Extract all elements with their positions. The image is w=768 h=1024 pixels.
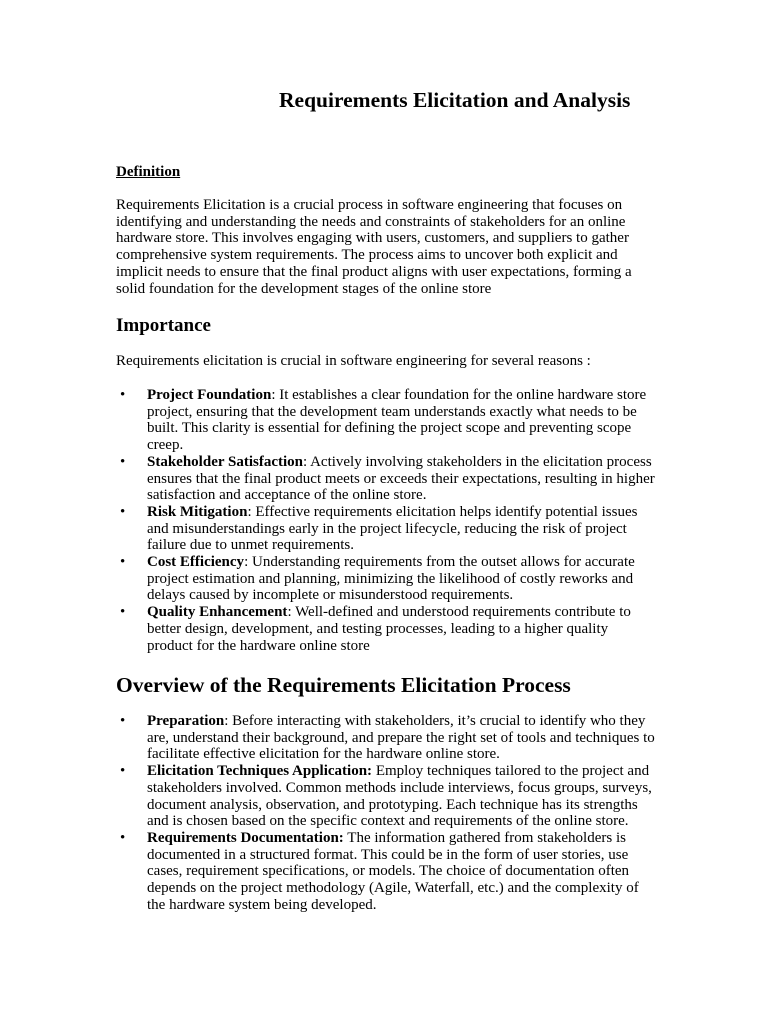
list-item	[120, 713, 657, 763]
list-item-text: Well-defined and understood requirements contribute to better design, development, and testing processes, leading to a higher quality product for the hardware online store	[147, 604, 631, 654]
bullet-icon: •	[120, 387, 126, 403]
list-item-separator: :	[247, 503, 256, 520]
bullet-icon: •	[120, 829, 126, 846]
list-item-separator: :	[287, 604, 296, 621]
list-item-term: Risk Mitigation	[147, 503, 248, 520]
list-item-separator: :	[302, 453, 311, 470]
list-item	[120, 604, 657, 654]
list-item	[120, 503, 657, 554]
importance-intro: Requirements elicitation is crucial in software engineering for several reasons :	[116, 353, 591, 369]
importance-list	[120, 387, 657, 654]
list-item-term: Elicitation Techniques Application:	[147, 763, 373, 780]
list-item-text: Effective requirements elicitation helps identify potential issues and misunderstandings early in the project lifecycle, reducing the risk of project failure due to unmet requirements.	[147, 503, 638, 554]
document-title: Requirements Elicitation and Analysis	[279, 88, 631, 112]
overview-heading: Overview of the Requirements Elicitation Process	[116, 673, 571, 697]
bullet-icon: •	[120, 713, 126, 729]
list-item-term: Stakeholder Satisfaction	[147, 453, 303, 470]
list-item	[120, 829, 657, 914]
list-item-term: Requirements Documentation:	[147, 829, 344, 846]
list-item-term: Project Foundation	[147, 387, 272, 403]
list-item-text: Actively involving stakeholders in the elicitation process ensures that the final product meets or exceeds their expectations, resulting in higher satisfaction and acceptance of the online store.	[147, 453, 655, 504]
list-item-text: Understanding requirements from the outset allows for accurate project estimation and planning, minimizing the likelihood of costly reworks and delays caused by incomplete or misunderstood requirements.	[147, 554, 635, 604]
bullet-icon: •	[120, 763, 126, 780]
list-item-text: Before interacting with stakeholders, it’s crucial to identify who they are, understand their background, and prepare the right set of tools and techniques to facilitate effective elicitation for the hardware online store.	[147, 713, 655, 763]
list-item	[120, 387, 657, 454]
list-item-term: Cost Efficiency	[147, 554, 245, 571]
definition-paragraph: Requirements Elicitation is a crucial process in software engineering that focuses on identifying and understanding the needs and constraints of stakeholders for an online hardware store. This involves engaging with users, customers, and suppliers to gather comprehensive system requirements. The process aims to uncover both explicit and implicit needs to ensure that the final product aligns with user expectations, forming a solid foundation for the development stages of the online store	[116, 197, 632, 297]
bullet-icon: •	[120, 503, 126, 520]
list-item-text: It establishes a clear foundation for the online hardware store project, ensuring that the development team understands exactly what needs to be built. This clarity is essential for defining the project scope and preventing scope creep.	[147, 387, 647, 454]
bullet-icon: •	[120, 554, 126, 571]
importance-heading: Importance	[116, 315, 211, 336]
list-item-separator: :	[224, 713, 233, 729]
list-item-term: Quality Enhancement	[147, 604, 288, 621]
list-item	[120, 554, 657, 604]
list-item	[120, 763, 657, 830]
list-item-text: Employ techniques tailored to the project and stakeholders involved. Common methods include interviews, focus groups, surveys, document analysis, observation, and prototyping. Each technique has its strengths and is chosen based on the specific context and requirements of the online store.	[147, 763, 652, 830]
definition-heading: Definition	[116, 164, 181, 180]
list-item-separator: :	[244, 554, 252, 571]
bullet-icon: •	[120, 453, 126, 470]
list-item-term: Preparation	[147, 713, 225, 729]
overview-list	[120, 713, 657, 913]
list-item	[120, 453, 657, 504]
list-item-separator: :	[271, 387, 280, 403]
list-item-text: The information gathered from stakeholders is documented in a structured format. This could be in the form of user stories, use cases, requirement specifications, or models. The choice of documentation often depends on the project methodology (Agile, Waterfall, etc.) and the complexity of the hardware system being developed.	[147, 829, 639, 913]
bullet-icon: •	[120, 604, 126, 621]
